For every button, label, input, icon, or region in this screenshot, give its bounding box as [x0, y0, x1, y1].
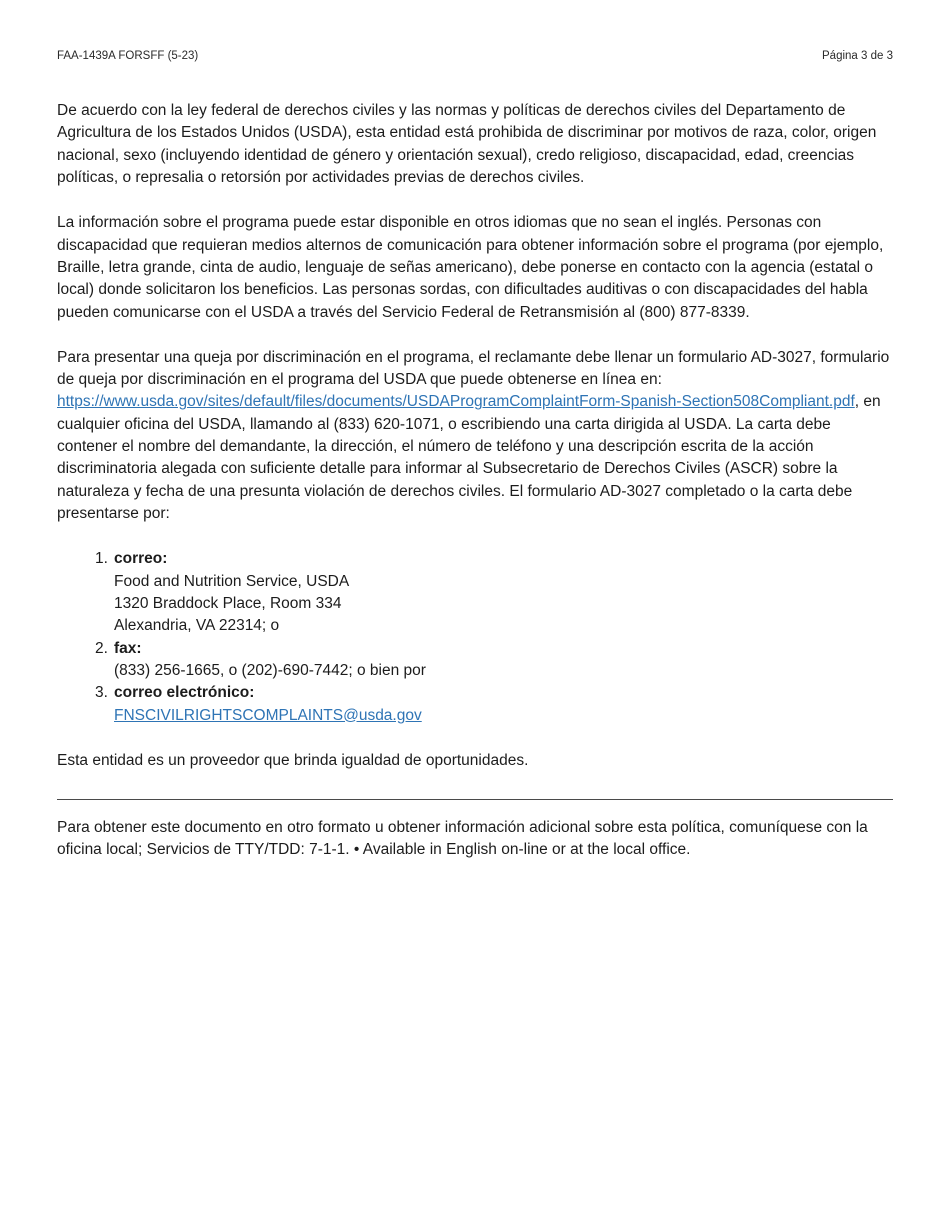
mail-address-line-2: 1320 Braddock Place, Room 334	[114, 594, 342, 612]
mail-label: correo:	[114, 550, 168, 568]
list-number-1: 1.	[95, 550, 108, 568]
complaint-form-link[interactable]: https://www.usda.gov/sites/default/files/documents/USDAProgramComplaintForm-Spanish-Section508Compliant.pdf	[57, 393, 855, 411]
page-number: Página 3 de 3	[822, 50, 893, 62]
fax-item-body	[114, 638, 426, 683]
list-item-mail	[95, 548, 893, 637]
complaint-text-before-link: Para presentar una queja por discriminación en el programa, el reclamante debe llenar un formulario AD-3027, formulario de queja por discriminación en el programa del USDA que puede obtenerse en línea en:	[57, 348, 890, 389]
list-item-fax	[95, 638, 893, 683]
paragraph-complaint-process	[57, 347, 893, 526]
page-header	[57, 50, 893, 62]
list-number-3: 3.	[95, 684, 108, 702]
mail-item-body	[114, 548, 349, 637]
form-number: FAA-1439A FORSFF (5-23)	[57, 50, 199, 62]
fax-label: fax:	[114, 639, 142, 657]
mail-address-line-3: Alexandria, VA 22314; o	[114, 617, 280, 635]
footer-note: Para obtener este documento en otro formato u obtener información adicional sobre esta política, comuníquese con la oficina local; Servicios de TTY/TDD: 7-1-1. • Available in English on-line or at the local office.	[57, 819, 868, 859]
email-label: correo electrónico:	[114, 684, 255, 702]
list-item-email	[95, 682, 893, 727]
equal-opportunity-statement: Esta entidad es un proveedor que brinda igualdad de oportunidades.	[57, 751, 529, 769]
paragraph-language-access: La información sobre el programa puede estar disponible en otros idiomas que no sean el inglés. Personas con discapacidad que requieran medios alternos de comunicación para obtener información sobre el programa (por ejemplo, Braille, letra grande, cinta de audio, lenguaje de señas americano), debe ponerse en contacto con la agencia (estatal o local) donde solicitaron los beneficios. Las personas sordas, con dificultades auditivas o con discapacidades del habla pueden comunicarse con el USDA a través del Servicio Federal de Retransmisión al (800) 877-8339.	[57, 214, 884, 321]
mail-address-line-1: Food and Nutrition Service, USDA	[114, 572, 350, 590]
complaint-text-after-link: , en cualquier oficina del USDA, llamando al (833) 620-1071, o escribiendo una carta dirigida al USDA. La carta debe contener el nombre del demandante, la dirección, el número de teléfono y una descripción escrita de la acción discriminatoria alegada con suficiente detalle para informar al Subsecretario de Derechos Civiles (ASCR) sobre la naturaleza y fecha de una presunta violación de derechos civiles. El formulario AD-3027 completado o la carta debe presentarse por:	[57, 393, 881, 522]
fax-numbers-line: (833) 256-1665, o (202)-690-7442; o bien por	[114, 661, 426, 679]
footer-divider	[57, 799, 893, 800]
fns-email-link[interactable]: FNSCIVILRIGHTSCOMPLAINTS@usda.gov	[114, 706, 422, 724]
submission-methods-list	[57, 548, 893, 727]
paragraph-nondiscrimination: De acuerdo con la ley federal de derechos civiles y las normas y políticas de derechos civiles del Departamento de Agricultura de los Estados Unidos (USDA), esta entidad está prohibida de discriminar por motivos de raza, color, origen nacional, sexo (incluyendo identidad de género y orientación sexual), credo religioso, discapacidad, edad, creencias políticas, o represalia o retorsión por actividades previas de derechos civiles.	[57, 102, 877, 186]
email-item-body	[114, 682, 422, 727]
list-number-2: 2.	[95, 639, 108, 657]
